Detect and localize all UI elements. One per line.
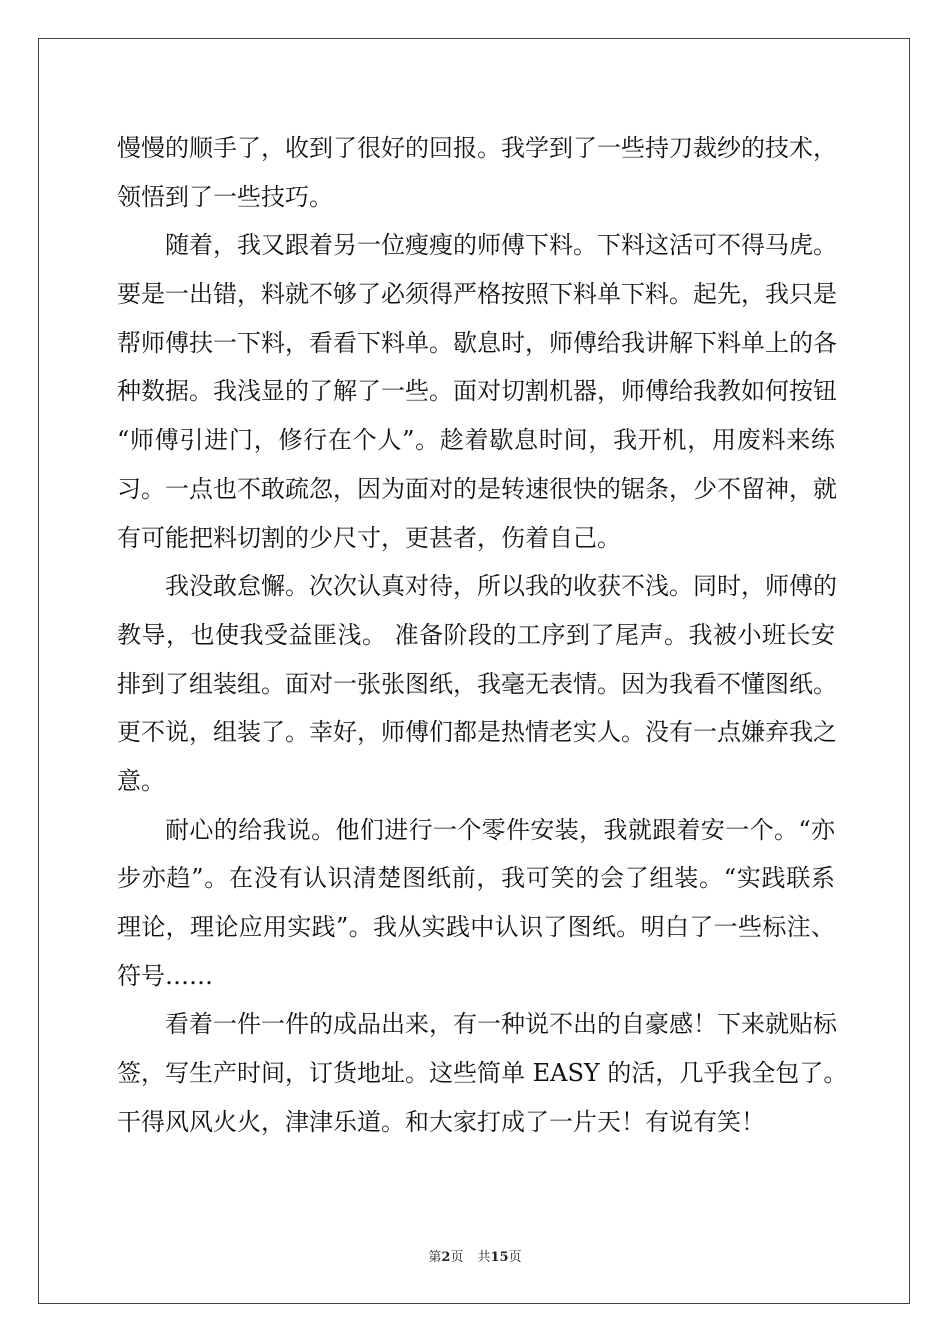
paragraph-line: 意。 <box>117 766 165 795</box>
paragraph <box>117 124 835 221</box>
paragraph-line: 慢慢的顺手了，收到了很好的回报。我学到了一些持刀裁纱的技术， <box>117 134 837 162</box>
document-body <box>117 124 848 1146</box>
paragraph-line: 理论，理论应用实践”。我从实践中认识了图纸。明白了一些标注、 <box>117 913 835 941</box>
paragraph-line: 教导，也使我受益匪浅。 准备阶段的工序到了尾声。我被小班长安 <box>117 620 835 649</box>
paragraph-line: 符号…… <box>117 961 213 990</box>
paragraph-line: 耐心的给我说。他们进行一个零件安装，我就跟着安一个。“亦 <box>165 815 835 844</box>
paragraph-line: 要是一出错，料就不够了必须得严格按照下料单下料。起先，我只是 <box>117 280 837 309</box>
paragraph-line: 看着一件一件的成品出来，有一种说不出的自豪感！下来就贴标 <box>165 1010 837 1039</box>
paragraph-line: 签，写生产时间，订货地址。这些简单 EASY 的活，几乎我全包了。 <box>117 1059 848 1088</box>
paragraph-line: 步亦趋”。在没有认识清楚图纸前，我可笑的会了组装。“实践联系 <box>117 864 835 893</box>
footer-total-suffix: 页 <box>508 1250 522 1265</box>
paragraph-line: 排到了组装组。面对一张张图纸，我毫无表情。因为我看不懂图纸。 <box>117 669 837 698</box>
footer-page-prefix: 第 <box>428 1250 442 1265</box>
footer-page-number: 2 <box>441 1250 451 1265</box>
paragraph-line: 更不说，组装了。幸好，师傅们都是热情老实人。没有一点嫌弃我之 <box>117 718 837 747</box>
paragraph-line: 有可能把料切割的少尺寸，更甚者，伤着自己。 <box>117 523 621 552</box>
paragraph-line: 习。一点也不敢疏忽，因为面对的是转速很快的锯条，少不留神，就 <box>117 474 837 503</box>
paragraph-line: 帮师傅扶一下料，看看下料单。歇息时，师傅给我讲解下料单上的各 <box>117 328 837 357</box>
paragraph-line: “师傅引进门，修行在个人”。趁着歇息时间，我开机，用废料来练 <box>117 426 835 455</box>
paragraph <box>117 562 835 805</box>
paragraph <box>117 806 835 1001</box>
paragraph-line: 干得风风火火，津津乐道。和大家打成了一片天！有说有笑！ <box>117 1107 765 1136</box>
paragraph-line: 我没敢怠懈。次次认真对待，所以我的收获不浅。同时，师傅的 <box>165 572 837 601</box>
paragraph-line: 种数据。我浅显的了解了一些。面对切割机器，师傅给我教如何按钮 <box>117 377 837 406</box>
footer-page-suffix: 页 <box>450 1250 464 1265</box>
paragraph-line: 领悟到了一些技巧。 <box>117 182 333 211</box>
paragraph <box>117 221 835 562</box>
paragraph-line: 随着，我又跟着另一位瘦瘦的师傅下料。下料这活可不得马虎。 <box>165 231 837 260</box>
footer-total-pages: 15 <box>490 1250 509 1265</box>
paragraph <box>117 1000 848 1146</box>
page-footer <box>0 1246 950 1265</box>
footer-total-prefix: 共 <box>477 1250 491 1265</box>
